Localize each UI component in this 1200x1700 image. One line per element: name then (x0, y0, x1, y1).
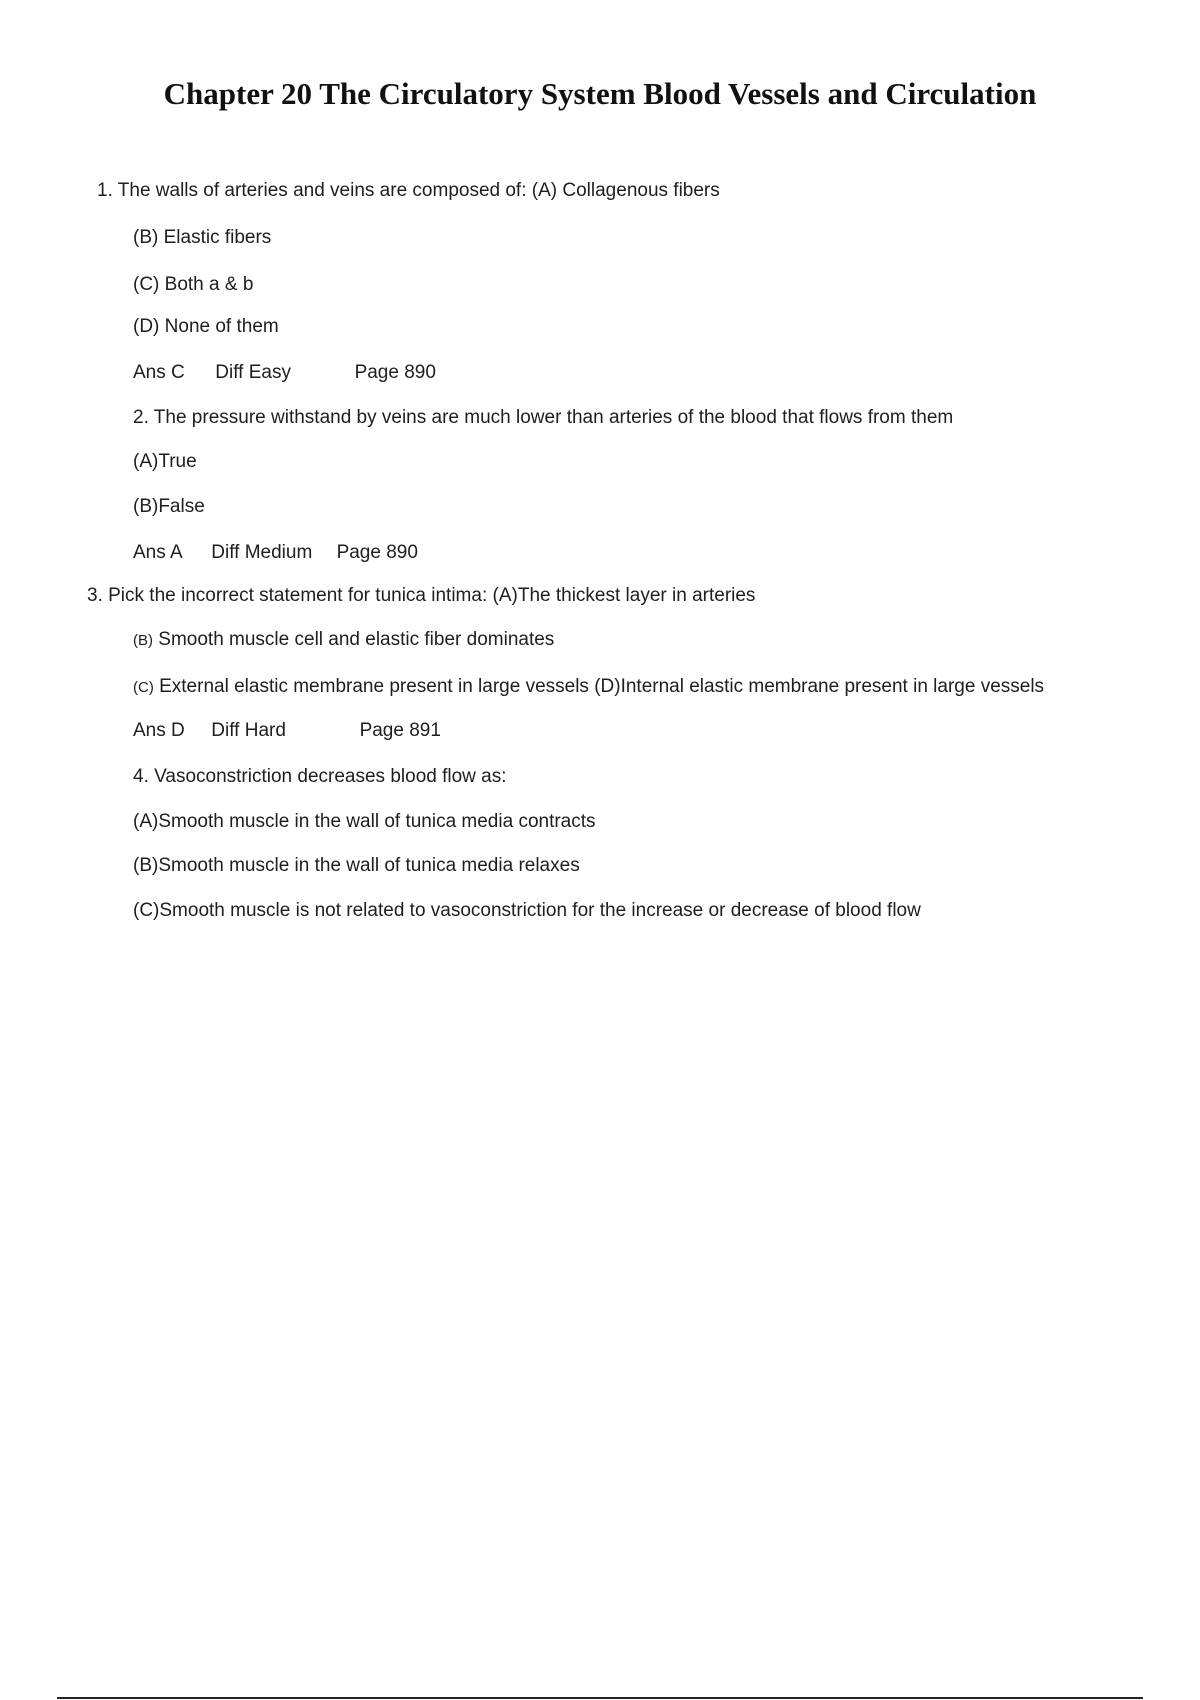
question-1-option-d: (D) None of them (133, 316, 279, 337)
page-title: Chapter 20 The Circulatory System Blood Vessels and Circulation (163, 76, 1037, 111)
question-1-answer-row (133, 362, 436, 384)
option-b-label: (B) (133, 632, 153, 649)
question-1 (97, 180, 720, 202)
question-2-stem: 2. The pressure withstand by veins are much lower than arteries of the blood that flows from them (133, 407, 954, 428)
question-1-option-b: (B) Elastic fibers (133, 227, 272, 248)
page-ref-label: Page 890 (336, 542, 418, 563)
question-4-stem: 4. Vasoconstriction decreases blood flow as: (133, 766, 507, 787)
difficulty-label: Diff Easy (215, 362, 291, 383)
question-3-option-b (133, 629, 554, 651)
answer-label: Ans A (133, 542, 183, 563)
page-ref-label: Page 890 (354, 362, 436, 383)
option-d-text: (D)Internal elastic membrane present in large vessels (594, 676, 1045, 697)
question-2-option-a: (A)True (133, 451, 197, 472)
question-3 (87, 585, 755, 607)
question-3-answer-row (133, 720, 441, 742)
question-4-option-a: (A)Smooth muscle in the wall of tunica media contracts (133, 811, 596, 832)
question-2-answer-row (133, 542, 418, 564)
question-4-option-b: (B)Smooth muscle in the wall of tunica media relaxes (133, 855, 580, 876)
question-4-option-c: (C)Smooth muscle is not related to vasoconstriction for the increase or decrease of blood flow (133, 900, 921, 921)
question-3-options-c-d (133, 676, 1044, 698)
option-c-label: (C) (133, 679, 154, 696)
question-1-option-c: (C) Both a & b (133, 274, 254, 295)
question-3-option-a: (A)The thickest layer in arteries (492, 585, 756, 606)
page-ref-label: Page 891 (359, 720, 441, 741)
question-1-stem: 1. The walls of arteries and veins are composed of: (97, 180, 527, 201)
question-2-option-b: (B)False (133, 496, 205, 517)
question-1-option-a: (A) Collagenous fibers (531, 180, 720, 201)
footer-divider (57, 1697, 1143, 1699)
option-c-text: External elastic membrane present in large vessels (159, 676, 589, 697)
option-b-text: Smooth muscle cell and elastic fiber dominates (158, 629, 555, 650)
difficulty-label: Diff Medium (211, 542, 313, 563)
answer-label: Ans D (133, 720, 185, 741)
question-3-stem: 3. Pick the incorrect statement for tunica intima: (87, 585, 488, 606)
difficulty-label: Diff Hard (211, 720, 286, 741)
answer-label: Ans C (133, 362, 185, 383)
